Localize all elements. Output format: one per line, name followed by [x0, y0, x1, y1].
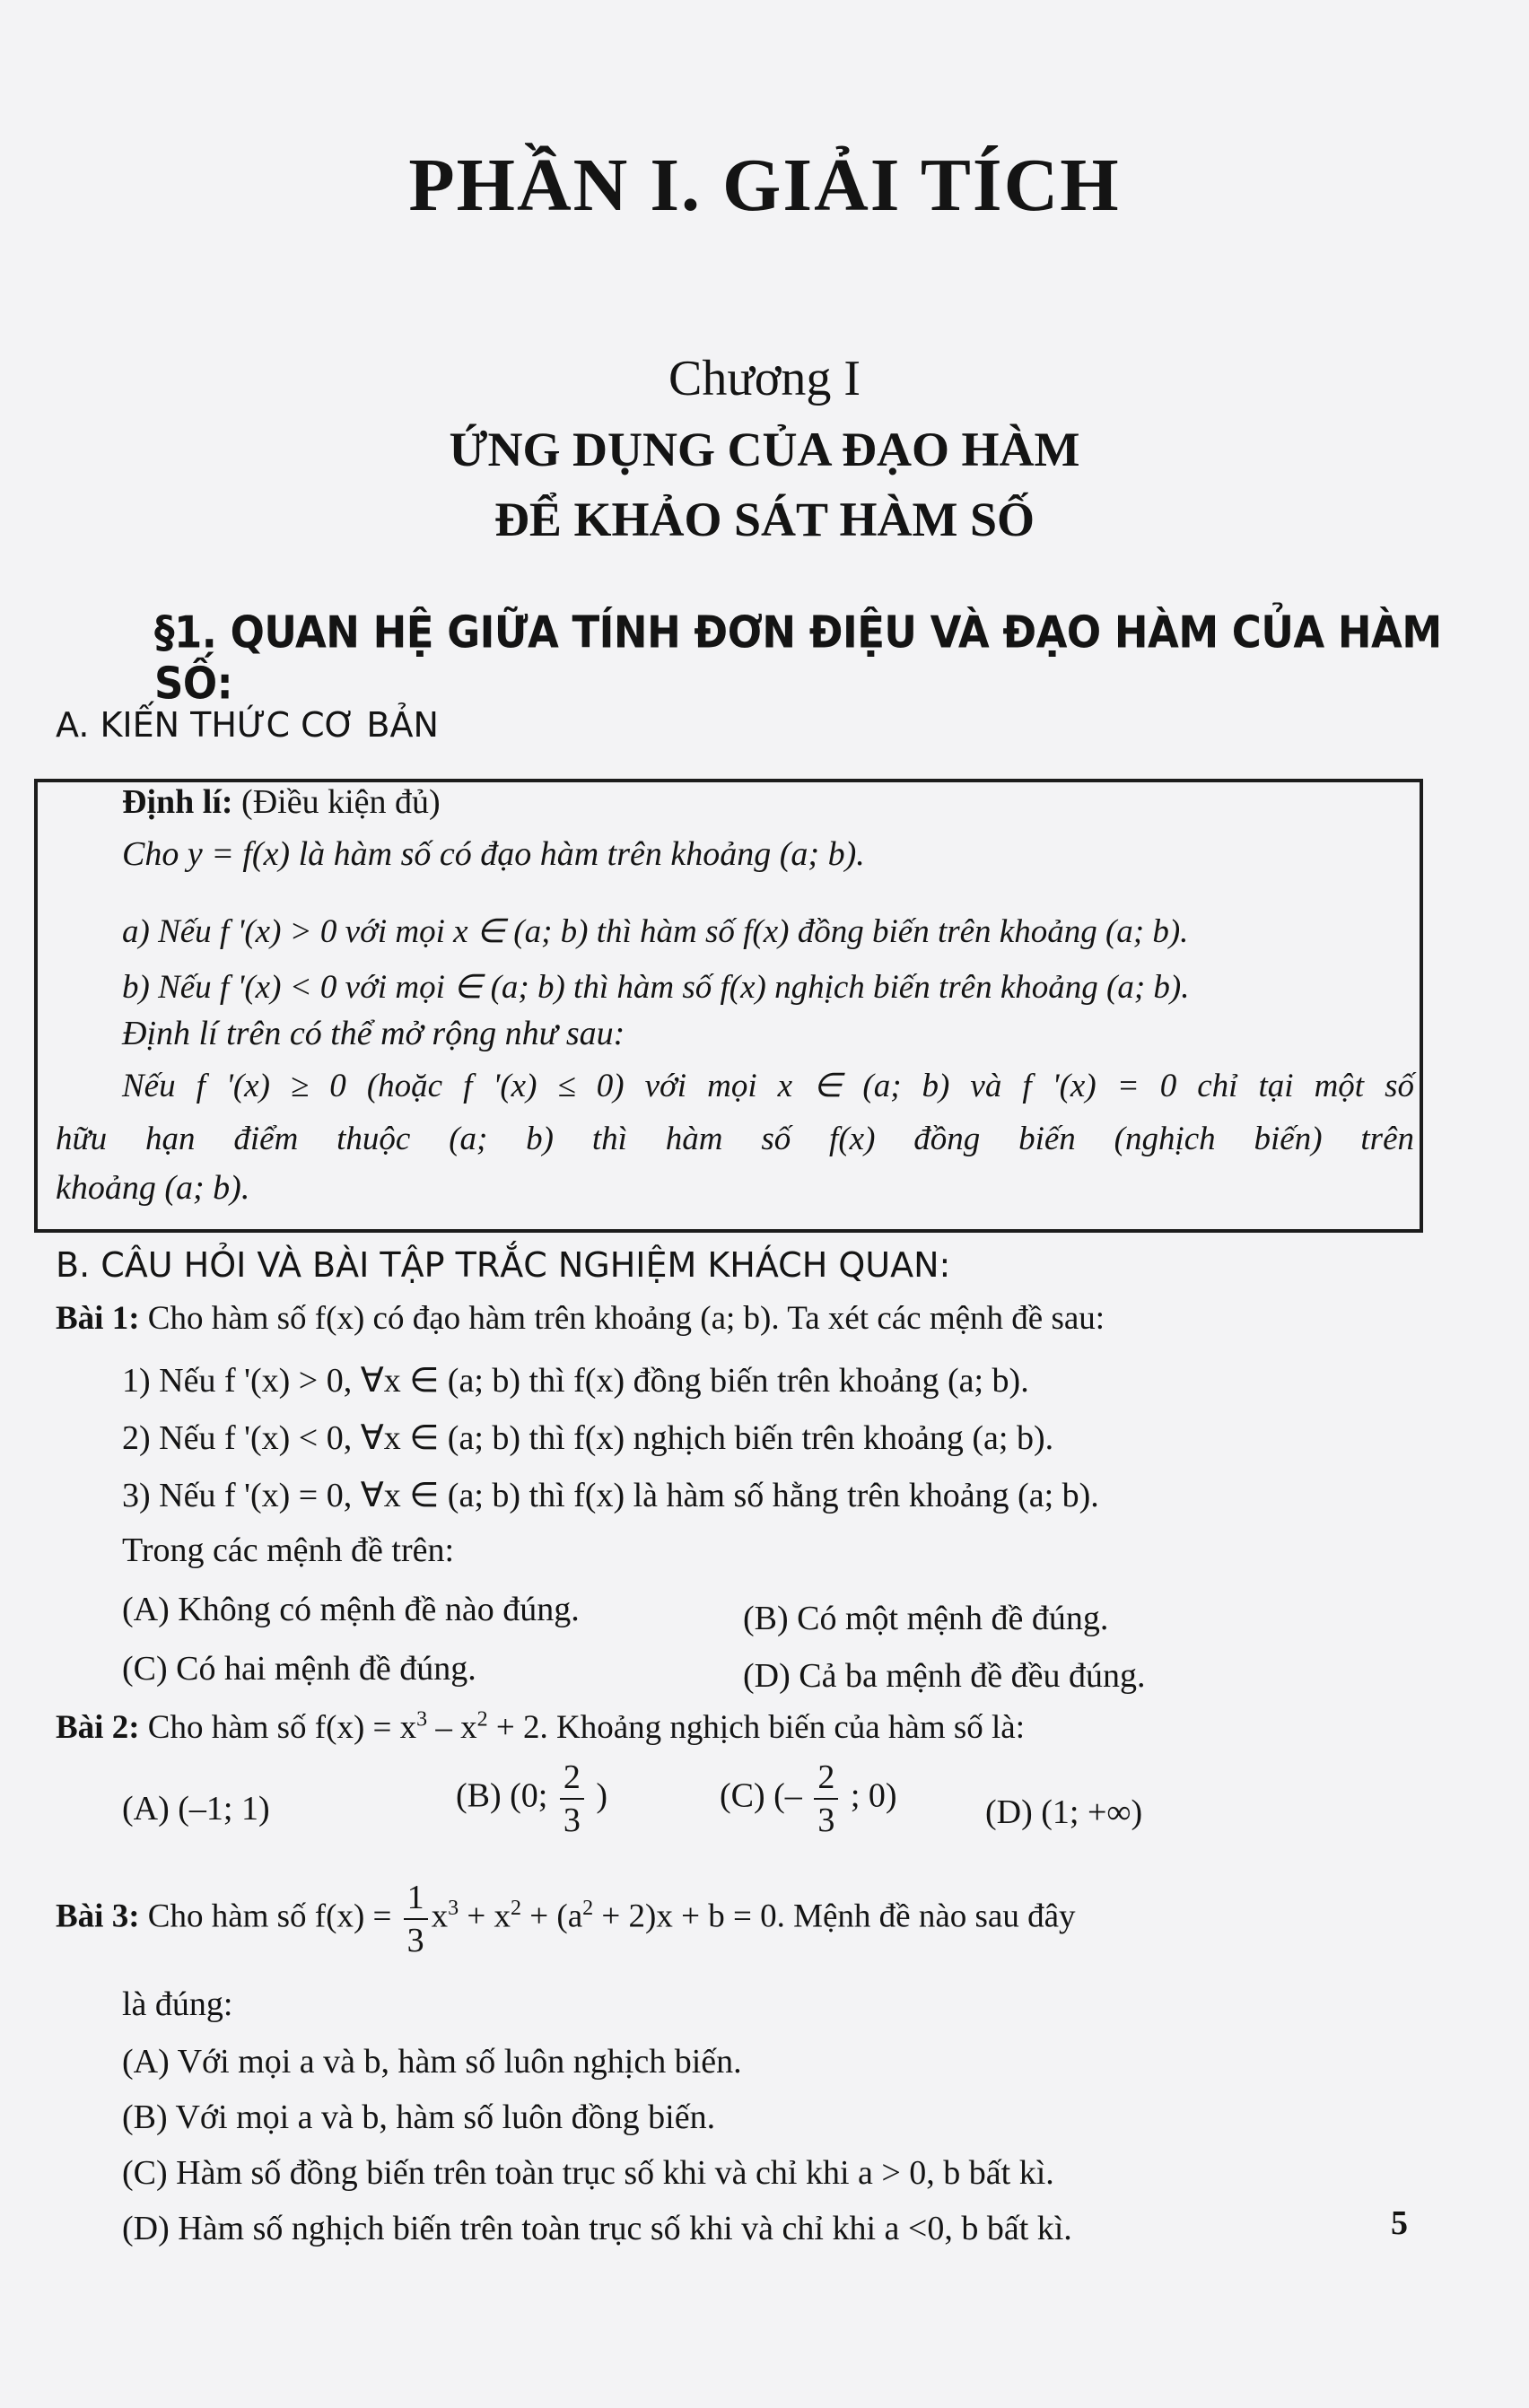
bai2-c-fraction	[814, 1760, 838, 1837]
bai2-c-pre: (C) (–	[720, 1776, 802, 1815]
theorem-heading	[122, 782, 441, 822]
bai3-stem-b: x	[431, 1898, 449, 1935]
bai1-option-c: (C) Có hai mệnh đề đúng.	[122, 1650, 476, 1688]
theorem-line-5: Nếu f '(x) ≥ 0 (hoặc f '(x) ≤ 0) với mọi x ∈ (a; b) và f '(x) = 0 chỉ tại một số	[122, 1068, 1414, 1104]
bai1-statement-4: Trong các mệnh đề trên:	[122, 1531, 455, 1569]
bai1-option-b: (B) Có một mệnh đề đúng.	[743, 1600, 1109, 1637]
bai1-statement-2: 2) Nếu f '(x) < 0, ∀x ∈ (a; b) thì f(x) nghịch biến trên khoảng (a; b).	[122, 1419, 1054, 1457]
bai3-option-c: (C) Hàm số đồng biến trên toàn trục số khi và chỉ khi a > 0, b bất kì.	[122, 2154, 1054, 2192]
bai3-stem-e: + 2)x + b = 0. Mệnh đề nào sau đây	[593, 1898, 1076, 1935]
bai2-exp2: 2	[476, 1707, 488, 1732]
bai3-exp2b: 2	[582, 1897, 594, 1921]
part-b-heading: B. CÂU HỎI VÀ BÀI TẬP TRẮC NGHIỆM KHÁCH QUAN:	[56, 1245, 951, 1285]
bai3-continuation: là đúng:	[122, 1985, 233, 2023]
bai2-option-c	[720, 1760, 897, 1837]
part-a-heading: A. KIẾN THỨC CƠ BẢN	[56, 705, 439, 745]
bai3-frac-den: 3	[406, 1922, 424, 1959]
bai1-statement-3: 3) Nếu f '(x) = 0, ∀x ∈ (a; b) thì f(x) là hàm số hằng trên khoảng (a; b).	[122, 1477, 1099, 1514]
bai3-frac-num: 1	[404, 1880, 428, 1920]
bai1-stem	[56, 1299, 1105, 1338]
chapter-title-line2: ĐỂ KHẢO SÁT HÀM SỐ	[494, 493, 1035, 546]
bai2-stem	[56, 1708, 1025, 1747]
bai2-c-den: 3	[817, 1802, 835, 1839]
bai3-stem-a: Cho hàm số f(x) =	[139, 1898, 392, 1935]
part-title: PHẦN I. GIẢI TÍCH	[408, 144, 1121, 227]
bai2-b-pre: (B) (0;	[456, 1776, 548, 1815]
bai2-option-d: (D) (1; +∞)	[985, 1793, 1143, 1831]
theorem-line-4: Định lí trên có thể mở rộng như sau:	[122, 1015, 625, 1052]
bai2-c-post: ; 0)	[850, 1776, 897, 1815]
bai2-option-a: (A) (–1; 1)	[122, 1790, 270, 1828]
bai3-stem	[56, 1880, 1076, 1958]
bai2-b-post: )	[596, 1776, 608, 1815]
bai2-stem-c: + 2. Khoảng nghịch biến của hàm số là:	[487, 1709, 1025, 1746]
theorem-heading-rest: (Điều kiện đủ)	[232, 783, 441, 821]
page-number: 5	[1391, 2204, 1408, 2242]
theorem-line-1: Cho y = f(x) là hàm số có đạo hàm trên khoảng (a; b).	[122, 835, 865, 873]
bai2-stem-b: – x	[427, 1709, 477, 1746]
bai3-exp2: 2	[511, 1897, 522, 1921]
chapter-label: Chương I	[668, 351, 861, 406]
bai2-exp3: 3	[416, 1707, 428, 1732]
bai3-option-d: (D) Hàm số nghịch biến trên toàn trục số khi và chỉ khi a <0, b bất kì.	[122, 2210, 1072, 2247]
bai2-option-b	[456, 1760, 607, 1837]
theorem-line-7: khoảng (a; b).	[56, 1169, 250, 1207]
theorem-line-3: b) Nếu f '(x) < 0 với mọi ∈ (a; b) thì hàm số f(x) nghịch biến trên khoảng (a; b).	[122, 969, 1190, 1006]
bai3-option-b: (B) Với mọi a và b, hàm số luôn đồng biến.	[122, 2098, 716, 2136]
bai2-stem-a: Cho hàm số f(x) = x	[139, 1709, 417, 1746]
bai3-option-a: (A) Với mọi a và b, hàm số luôn nghịch biến.	[122, 2043, 742, 2081]
theorem-heading-bold: Định lí:	[122, 783, 233, 821]
bai2-b-den: 3	[563, 1802, 581, 1839]
bai2-c-num: 2	[814, 1760, 838, 1800]
bai2-label: Bài 2:	[56, 1709, 140, 1746]
bai2-b-num: 2	[560, 1760, 584, 1800]
bai3-stem-c: + x	[459, 1898, 511, 1935]
bai3-stem-d: + (a	[521, 1898, 583, 1935]
chapter-title-line1: ỨNG DỤNG CỦA ĐẠO HÀM	[449, 423, 1080, 476]
bai3-fraction	[404, 1880, 428, 1958]
theorem-line-6: hữu hạn điểm thuộc (a; b) thì hàm số f(x) đồng biến (nghịch biến) trên	[56, 1121, 1414, 1157]
bai1-option-a: (A) Không có mệnh đề nào đúng.	[122, 1591, 580, 1628]
bai3-exp3: 3	[448, 1897, 459, 1921]
bai1-option-d: (D) Cả ba mệnh đề đều đúng.	[743, 1657, 1146, 1695]
bai1-statement-1: 1) Nếu f '(x) > 0, ∀x ∈ (a; b) thì f(x) đồng biến trên khoảng (a; b).	[122, 1362, 1029, 1400]
theorem-line-2: a) Nếu f '(x) > 0 với mọi x ∈ (a; b) thì hàm số f(x) đồng biến trên khoảng (a; b).	[122, 913, 1189, 950]
bai2-b-fraction	[560, 1760, 584, 1837]
bai1-label: Bài 1:	[56, 1300, 140, 1337]
bai3-label: Bài 3:	[56, 1898, 140, 1935]
bai1-stem-text: Cho hàm số f(x) có đạo hàm trên khoảng (a; b). Ta xét các mệnh đề sau:	[139, 1300, 1105, 1337]
section-title: §1. QUAN HỆ GIỮA TÍNH ĐƠN ĐIỆU VÀ ĐẠO HÀM CỦA HÀM SỐ:	[154, 606, 1442, 710]
